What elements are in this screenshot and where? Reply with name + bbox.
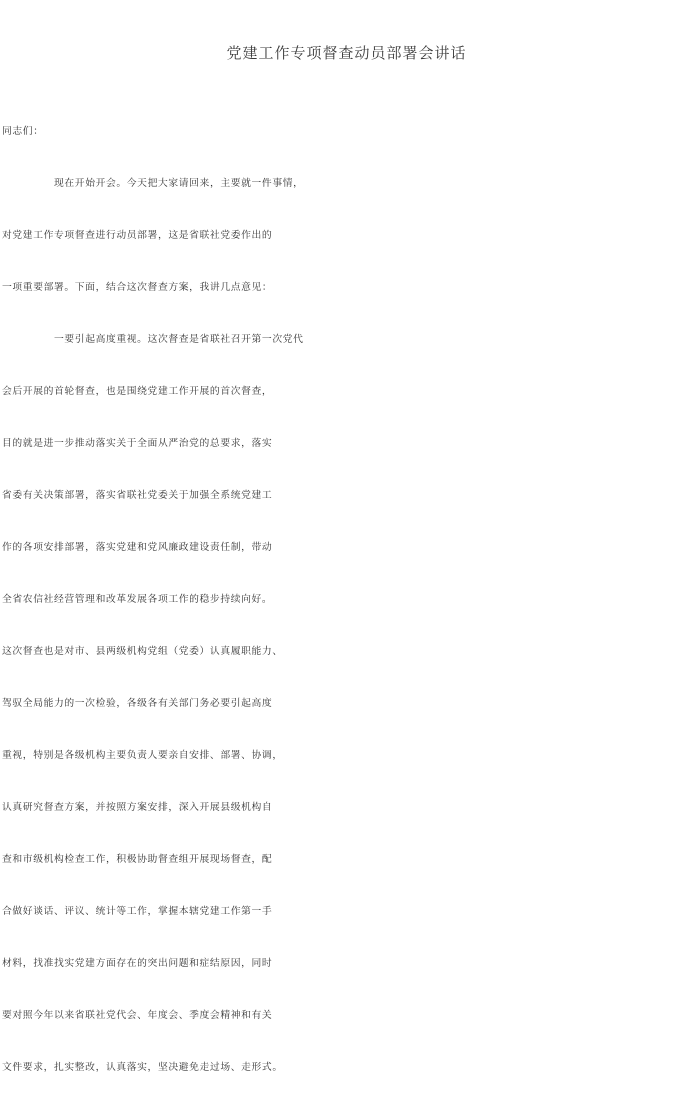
text-line: 目的就是进一步推动落实关于全面从严治党的总要求，落实 <box>2 438 273 449</box>
text-line: 查和市级机构检查工作，积极协助督查组开展现场督查，配 <box>2 854 273 865</box>
text-line: 要对照今年以来省联社党代会、年度会、季度会精神和有关 <box>2 1010 273 1021</box>
text-line: 材料，找准找实党建方面存在的突出问题和症结原因，同时 <box>2 958 273 969</box>
text-line: 全省农信社经营管理和改革发展各项工作的稳步持续向好。 <box>2 594 273 605</box>
text-line: 现在开始开会。今天把大家请回来，主要就一件事情， <box>54 178 304 189</box>
text-line: 会后开展的首轮督查，也是围绕党建工作开展的首次督查， <box>2 386 273 397</box>
text-line: 作的各项安排部署，落实党建和党风廉政建设责任制，带动 <box>2 542 273 553</box>
text-line: 一项重要部署。下面，结合这次督查方案，我讲几点意见： <box>2 282 273 293</box>
salutation-line: 同志们： <box>2 126 44 137</box>
text-line: 认真研究督查方案，并按照方案安排，深入开展县级机构自 <box>2 802 273 813</box>
text-line: 重视，特别是各级机构主要负责人要亲自安排、部署、协调， <box>2 750 283 761</box>
text-line: 这次督查也是对市、县两级机构党组（党委）认真履职能力、 <box>2 646 283 657</box>
document-title: 党建工作专项督查动员部署会讲话 <box>226 44 467 62</box>
text-line: 文件要求，扎实整改，认真落实，坚决避免走过场、走形式。 <box>2 1062 283 1073</box>
text-line: 一要引起高度重视。这次督查是省联社召开第一次党代 <box>54 334 304 345</box>
text-line: 合做好谈话、评议、统计等工作，掌握本辖党建工作第一手 <box>2 906 273 917</box>
document-body <box>2 106 693 1094</box>
text-line: 对党建工作专项督查进行动员部署，这是省联社党委作出的 <box>2 230 273 241</box>
text-line: 驾驭全局能力的一次检验，各级各有关部门务必要引起高度 <box>2 698 273 709</box>
text-line: 省委有关决策部署，落实省联社党委关于加强全系统党建工 <box>2 490 273 501</box>
